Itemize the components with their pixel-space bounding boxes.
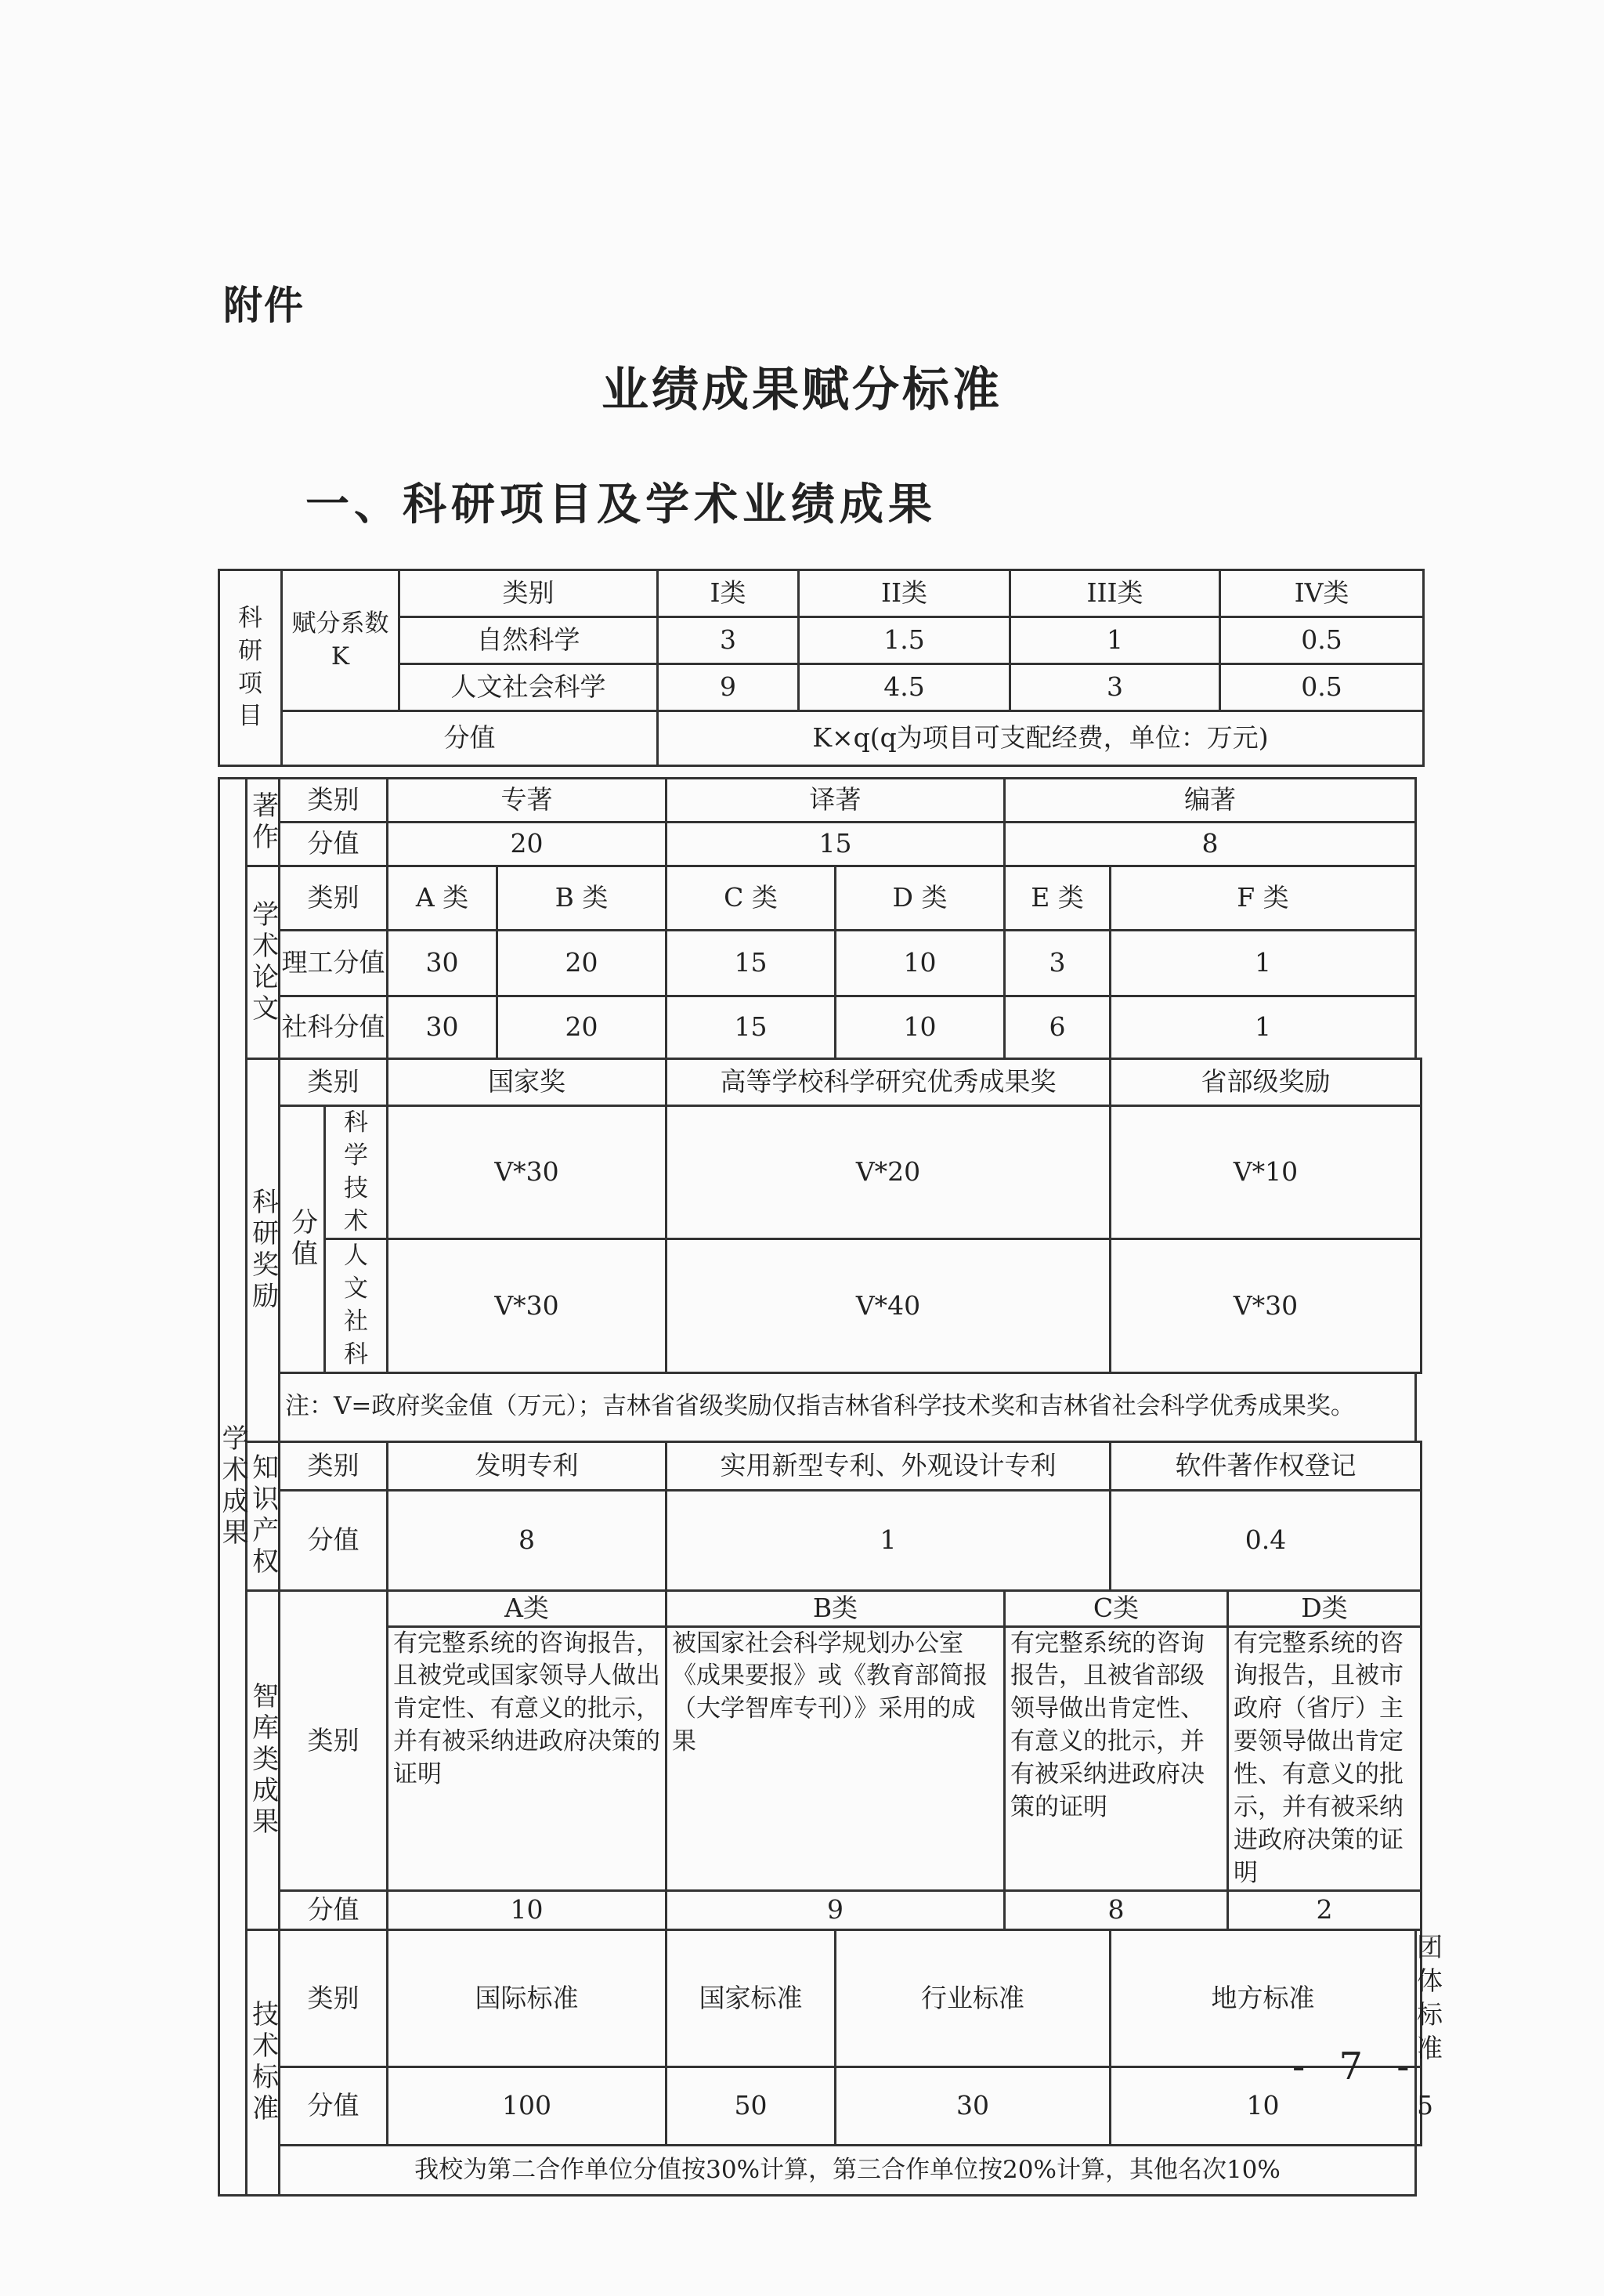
standard-note: 我校为第二合作单位分值按30%计算，第三合作单位按20%计算，其他名次10% bbox=[280, 2145, 1416, 2195]
paper-category: F 类 bbox=[1111, 866, 1416, 931]
social-score-label: 社科分值 bbox=[280, 996, 388, 1059]
ip-score: 8 bbox=[388, 1490, 667, 1590]
ip-category: 实用新型专利、外观设计专利 bbox=[667, 1441, 1111, 1490]
document-title: 业绩成果赋分标准 bbox=[602, 363, 1002, 418]
award-category: 高等学校科学研究优秀成果奖 bbox=[667, 1059, 1111, 1106]
row-name: 人文社会科学 bbox=[399, 664, 658, 711]
ip-category: 软件著作权登记 bbox=[1111, 1441, 1422, 1490]
class-header: IV类 bbox=[1220, 570, 1424, 617]
paper-score: 20 bbox=[497, 996, 667, 1059]
think-tank-score: 2 bbox=[1228, 1891, 1422, 1930]
category-label: 类别 bbox=[280, 1059, 388, 1106]
category-label: 类别 bbox=[280, 1441, 388, 1490]
ip-score: 0.4 bbox=[1111, 1490, 1422, 1590]
think-tank-score: 8 bbox=[1005, 1891, 1228, 1930]
paper-score: 10 bbox=[836, 996, 1005, 1059]
score-label: 分值 bbox=[280, 2066, 388, 2145]
standards-label: 技术标准 bbox=[247, 1930, 280, 2196]
science-tech-label: 科学技术 bbox=[325, 1106, 388, 1239]
category-header: 类别 bbox=[399, 570, 658, 617]
award-value: V*40 bbox=[667, 1239, 1111, 1372]
score-formula: K×q(q为项目可支配经费，单位：万元) bbox=[658, 711, 1424, 766]
academic-label: 学术成果 bbox=[219, 779, 247, 2196]
ip-score: 1 bbox=[667, 1490, 1111, 1590]
coef-value: 3 bbox=[1010, 664, 1220, 711]
award-value: V*20 bbox=[667, 1106, 1111, 1239]
academic-achievement-table bbox=[217, 777, 1443, 2197]
paper-category: A 类 bbox=[388, 866, 497, 931]
papers-label: 学术论文 bbox=[247, 866, 280, 1059]
category-label: 类别 bbox=[280, 1930, 388, 2067]
paper-score: 30 bbox=[388, 996, 497, 1059]
award-value: V*10 bbox=[1111, 1106, 1422, 1239]
think-tank-class: A类 bbox=[388, 1590, 667, 1626]
book-score: 15 bbox=[667, 823, 1005, 866]
coef-value: 3 bbox=[658, 617, 799, 664]
paper-score: 1 bbox=[1111, 931, 1416, 996]
think-tank-description: 有完整系统的咨询报告，且被党或国家领导人做出肯定性、有意义的批示，并有被采纳进政府决策的证明 bbox=[388, 1626, 667, 1891]
research-project-table bbox=[218, 569, 1425, 767]
row-name: 自然科学 bbox=[399, 617, 658, 664]
standard-category: 国际标准 bbox=[388, 1930, 667, 2067]
standard-score: 10 bbox=[1111, 2066, 1416, 2145]
section-title: 一、科研项目及学术业绩成果 bbox=[305, 479, 937, 530]
award-value: V*30 bbox=[388, 1106, 667, 1239]
standard-score: 5 bbox=[1416, 2066, 1422, 2145]
think-tank-label: 智库类成果 bbox=[247, 1590, 280, 1930]
score-label: 分值 bbox=[280, 1490, 388, 1590]
attachment-label: 附件 bbox=[223, 283, 305, 328]
standard-category: 行业标准 bbox=[836, 1930, 1111, 2067]
paper-score: 10 bbox=[836, 931, 1005, 996]
standard-score: 100 bbox=[388, 2066, 667, 2145]
category-label: 类别 bbox=[280, 866, 388, 931]
standard-score: 50 bbox=[667, 2066, 836, 2145]
ip-label: 知识产权 bbox=[247, 1441, 280, 1590]
coef-value: 1 bbox=[1010, 617, 1220, 664]
standard-score: 30 bbox=[836, 2066, 1111, 2145]
coef-value: 0.5 bbox=[1220, 664, 1424, 711]
score-label: 分值 bbox=[280, 1891, 388, 1930]
think-tank-class: B类 bbox=[667, 1590, 1005, 1626]
awards-label: 科研奖励 bbox=[247, 1059, 280, 1442]
award-category: 国家奖 bbox=[388, 1059, 667, 1106]
paper-score: 20 bbox=[497, 931, 667, 996]
coef-value: 0.5 bbox=[1220, 617, 1424, 664]
book-category: 编著 bbox=[1005, 779, 1416, 823]
score-label: 分值 bbox=[280, 1106, 325, 1373]
paper-score: 1 bbox=[1111, 996, 1416, 1059]
award-value: V*30 bbox=[1111, 1239, 1422, 1372]
class-header: III类 bbox=[1010, 570, 1220, 617]
award-category: 省部级奖励 bbox=[1111, 1059, 1422, 1106]
class-header: I类 bbox=[658, 570, 799, 617]
ip-category: 发明专利 bbox=[388, 1441, 667, 1490]
paper-score: 3 bbox=[1005, 931, 1111, 996]
think-tank-description: 有完整系统的咨询报告，且被省部级领导做出肯定性、有意义的批示，并有被采纳进政府决策的证明 bbox=[1005, 1626, 1228, 1891]
paper-category: C 类 bbox=[667, 866, 836, 931]
paper-score: 15 bbox=[667, 931, 836, 996]
coef-label: 赋分系数K bbox=[282, 570, 399, 711]
standard-category: 地方标准 bbox=[1111, 1930, 1416, 2067]
science-score-label: 理工分值 bbox=[280, 931, 388, 996]
books-label: 著作 bbox=[247, 779, 280, 866]
paper-score: 30 bbox=[388, 931, 497, 996]
think-tank-score: 9 bbox=[667, 1891, 1005, 1930]
coef-value: 1.5 bbox=[799, 617, 1010, 664]
think-tank-class: D类 bbox=[1228, 1590, 1422, 1626]
category-label: 类别 bbox=[280, 779, 388, 823]
coef-value: 4.5 bbox=[799, 664, 1010, 711]
think-tank-score: 10 bbox=[388, 1891, 667, 1930]
think-tank-description: 被国家社会科学规划办公室《成果要报》或《教育部简报（大学智库专刊）》采用的成果 bbox=[667, 1626, 1005, 1891]
standard-category: 团体标准 bbox=[1416, 1930, 1422, 2067]
score-label: 分值 bbox=[282, 711, 658, 766]
book-score: 8 bbox=[1005, 823, 1416, 866]
paper-score: 6 bbox=[1005, 996, 1111, 1059]
paper-score: 15 bbox=[667, 996, 836, 1059]
award-value: V*30 bbox=[388, 1239, 667, 1372]
score-label: 分值 bbox=[280, 823, 388, 866]
think-tank-description: 有完整系统的咨询报告，且被市政府（省厅）主要领导做出肯定性、有意义的批示，并有被采纳进政府决策的证明 bbox=[1228, 1626, 1422, 1891]
humanities-label: 人文社科 bbox=[325, 1239, 388, 1372]
book-score: 20 bbox=[388, 823, 667, 866]
award-note: 注：V=政府奖金值（万元）；吉林省省级奖励仅指吉林省科学技术奖和吉林省社会科学优秀成果奖。 bbox=[280, 1372, 1416, 1441]
paper-category: B 类 bbox=[497, 866, 667, 931]
class-header: II类 bbox=[799, 570, 1010, 617]
book-category: 专著 bbox=[388, 779, 667, 823]
category-label: 类别 bbox=[280, 1590, 388, 1891]
research-project-label: 科研项目 bbox=[219, 570, 282, 766]
page-number: - 7 - bbox=[1292, 2045, 1421, 2088]
coef-value: 9 bbox=[658, 664, 799, 711]
paper-category: D 类 bbox=[836, 866, 1005, 931]
paper-category: E 类 bbox=[1005, 866, 1111, 931]
standard-category: 国家标准 bbox=[667, 1930, 836, 2067]
book-category: 译著 bbox=[667, 779, 1005, 823]
think-tank-class: C类 bbox=[1005, 1590, 1228, 1626]
